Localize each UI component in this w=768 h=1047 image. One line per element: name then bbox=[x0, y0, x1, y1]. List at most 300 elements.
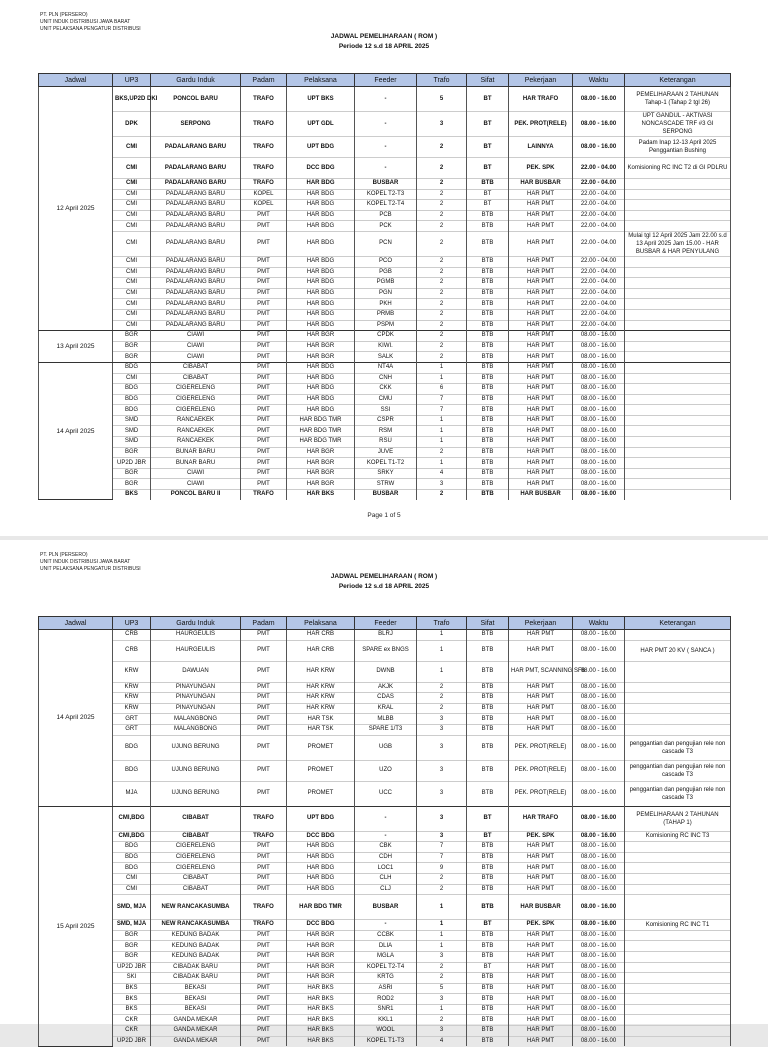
cell-keterangan bbox=[625, 842, 731, 853]
column-header: Jadwal bbox=[39, 74, 113, 87]
cell-sifat: BTB bbox=[467, 693, 509, 704]
table-row bbox=[39, 920, 731, 931]
cell-keterangan bbox=[625, 468, 731, 479]
cell-up3: CMI bbox=[113, 221, 151, 232]
cell-padam: PMT bbox=[241, 221, 287, 232]
cell-feeder: KOPEL T2-T4 bbox=[355, 200, 417, 211]
cell-padam: TRAFO bbox=[241, 895, 287, 920]
cell-feeder: PRMB bbox=[355, 309, 417, 320]
cell-feeder: UCC bbox=[355, 781, 417, 806]
cell-keterangan: UPT GANDUL - AKTIVASI NONCASCADE TRF #3 GI SERPONG bbox=[625, 112, 731, 137]
cell-feeder: UZO bbox=[355, 760, 417, 781]
cell-pekerjaan: HAR PMT bbox=[509, 714, 573, 725]
cell-pelaksana: HAR BKS bbox=[287, 1015, 355, 1026]
cell-sifat: BTB bbox=[467, 640, 509, 661]
cell-up3: BDG bbox=[113, 384, 151, 395]
cell-keterangan bbox=[625, 189, 731, 200]
cell-feeder: PCO bbox=[355, 256, 417, 267]
table-row bbox=[39, 831, 731, 842]
cell-sifat: BTB bbox=[467, 895, 509, 920]
table-row bbox=[39, 426, 731, 437]
cell-trafo: 1 bbox=[417, 941, 467, 952]
cell-trafo: 1 bbox=[417, 415, 467, 426]
cell-sifat: BTB bbox=[467, 873, 509, 884]
cell-feeder: - bbox=[355, 158, 417, 179]
cell-keterangan: PEMELIHARAAN 2 TAHUNAN Tahap-1 (Tahap 2 tgl 26) bbox=[625, 87, 731, 112]
cell-up3: UP2D JBR bbox=[113, 962, 151, 973]
cell-waktu: 08.00 - 16.00 bbox=[573, 394, 625, 405]
cell-pekerjaan: HAR PMT bbox=[509, 447, 573, 458]
cell-trafo: 7 bbox=[417, 852, 467, 863]
cell-pekerjaan: HAR PMT bbox=[509, 341, 573, 352]
cell-feeder: KOPEL T2-T3 bbox=[355, 189, 417, 200]
cell-sifat: BT bbox=[467, 920, 509, 931]
table-row bbox=[39, 373, 731, 384]
cell-pelaksana: HAR BGR bbox=[287, 447, 355, 458]
cell-trafo: 7 bbox=[417, 394, 467, 405]
cell-up3: CMI bbox=[113, 288, 151, 299]
cell-padam: TRAFO bbox=[241, 158, 287, 179]
cell-waktu: 08.00 - 16.00 bbox=[573, 724, 625, 735]
cell-feeder: SRKY bbox=[355, 468, 417, 479]
document-page-2 bbox=[0, 540, 768, 1044]
cell-feeder: - bbox=[355, 920, 417, 931]
cell-pekerjaan: HAR PMT bbox=[509, 468, 573, 479]
cell-sifat: BTB bbox=[467, 630, 509, 641]
cell-up3: CMI bbox=[113, 231, 151, 256]
cell-gardu-induk: HAURGEULIS bbox=[151, 640, 241, 661]
cell-keterangan bbox=[625, 490, 731, 500]
cell-pelaksana: HAR BDG bbox=[287, 394, 355, 405]
cell-waktu: 08.00 - 16.00 bbox=[573, 831, 625, 842]
cell-keterangan bbox=[625, 221, 731, 232]
table-row bbox=[39, 873, 731, 884]
cell-sifat: BTB bbox=[467, 426, 509, 437]
cell-feeder: UGB bbox=[355, 735, 417, 760]
cell-pelaksana: UPT BDG bbox=[287, 806, 355, 831]
cell-gardu-induk: NEW RANCAKASUMBA bbox=[151, 920, 241, 931]
table-row bbox=[39, 693, 731, 704]
cell-gardu-induk: CIAWI bbox=[151, 468, 241, 479]
cell-trafo: 1 bbox=[417, 920, 467, 931]
cell-waktu: 08.00 - 16.00 bbox=[573, 1004, 625, 1015]
cell-pekerjaan: HAR PMT bbox=[509, 352, 573, 363]
cell-waktu: 08.00 - 16.00 bbox=[573, 1015, 625, 1026]
cell-pekerjaan: HAR BUSBAR bbox=[509, 490, 573, 500]
cell-trafo: 2 bbox=[417, 490, 467, 500]
cell-padam: PMT bbox=[241, 1015, 287, 1026]
cell-gardu-induk: BEKASI bbox=[151, 994, 241, 1005]
cell-padam: PMT bbox=[241, 640, 287, 661]
cell-padam: PMT bbox=[241, 468, 287, 479]
cell-padam: PMT bbox=[241, 1004, 287, 1015]
cell-gardu-induk: PADALARANG BARU bbox=[151, 288, 241, 299]
cell-keterangan bbox=[625, 458, 731, 469]
cell-pekerjaan: HAR PMT bbox=[509, 299, 573, 310]
cell-up3: CMI bbox=[113, 137, 151, 158]
cell-feeder: PCN bbox=[355, 231, 417, 256]
cell-gardu-induk: HAURGEULIS bbox=[151, 630, 241, 641]
cell-feeder: KOPEL T1-T2 bbox=[355, 458, 417, 469]
cell-feeder: - bbox=[355, 806, 417, 831]
cell-gardu-induk: RANCAEKEK bbox=[151, 437, 241, 448]
cell-padam: TRAFO bbox=[241, 137, 287, 158]
cell-padam: PMT bbox=[241, 437, 287, 448]
cell-trafo: 1 bbox=[417, 458, 467, 469]
table-row bbox=[39, 714, 731, 725]
cell-feeder: CPDK bbox=[355, 331, 417, 342]
cell-sifat: BTB bbox=[467, 267, 509, 278]
org-header bbox=[40, 12, 141, 33]
cell-gardu-induk: CIBABAT bbox=[151, 806, 241, 831]
table-row bbox=[39, 331, 731, 342]
cell-keterangan bbox=[625, 714, 731, 725]
cell-feeder: - bbox=[355, 831, 417, 842]
cell-sifat: BTB bbox=[467, 863, 509, 874]
cell-up3: CKR bbox=[113, 1026, 151, 1037]
cell-up3: BKS bbox=[113, 994, 151, 1005]
cell-keterangan bbox=[625, 873, 731, 884]
cell-trafo: 2 bbox=[417, 873, 467, 884]
cell-sifat: BTB bbox=[467, 703, 509, 714]
cell-trafo: 2 bbox=[417, 320, 467, 331]
cell-waktu: 08.00 - 16.00 bbox=[573, 806, 625, 831]
cell-padam: PMT bbox=[241, 341, 287, 352]
cell-trafo: 1 bbox=[417, 373, 467, 384]
cell-keterangan bbox=[625, 309, 731, 320]
cell-trafo: 3 bbox=[417, 112, 467, 137]
cell-pelaksana: HAR BDG bbox=[287, 873, 355, 884]
cell-sifat: BTB bbox=[467, 352, 509, 363]
cell-keterangan bbox=[625, 384, 731, 395]
cell-feeder: DWNB bbox=[355, 661, 417, 682]
cell-pekerjaan: HAR PMT bbox=[509, 221, 573, 232]
cell-waktu: 08.00 - 16.00 bbox=[573, 362, 625, 373]
cell-trafo: 5 bbox=[417, 87, 467, 112]
cell-waktu: 22.00 - 04.00 bbox=[573, 288, 625, 299]
cell-feeder: CDH bbox=[355, 852, 417, 863]
cell-up3: BDG bbox=[113, 405, 151, 416]
cell-gardu-induk: CIGERELENG bbox=[151, 384, 241, 395]
cell-gardu-induk: KEDUNG BADAK bbox=[151, 930, 241, 941]
cell-waktu: 22.00 - 04.00 bbox=[573, 299, 625, 310]
cell-trafo: 2 bbox=[417, 341, 467, 352]
cell-pekerjaan: HAR PMT bbox=[509, 951, 573, 962]
table-row bbox=[39, 179, 731, 190]
cell-keterangan: penggantian dan pengujian rele non cascade T3 bbox=[625, 735, 731, 760]
cell-trafo: 2 bbox=[417, 884, 467, 895]
cell-keterangan: penggantian dan pengujian rele non cascade T3 bbox=[625, 781, 731, 806]
org-line: UNIT PELAKSANA PENGATUR DISTRIBUSI bbox=[40, 26, 141, 32]
cell-trafo: 7 bbox=[417, 405, 467, 416]
cell-trafo: 3 bbox=[417, 724, 467, 735]
cell-pelaksana: HAR BGR bbox=[287, 331, 355, 342]
cell-keterangan bbox=[625, 405, 731, 416]
cell-feeder: PKH bbox=[355, 299, 417, 310]
cell-gardu-induk: CIAWI bbox=[151, 479, 241, 490]
table-body bbox=[39, 630, 731, 1047]
cell-padam: TRAFO bbox=[241, 179, 287, 190]
table-row bbox=[39, 299, 731, 310]
cell-feeder: SALK bbox=[355, 352, 417, 363]
table-row bbox=[39, 951, 731, 962]
cell-trafo: 2 bbox=[417, 221, 467, 232]
cell-waktu: 08.00 - 16.00 bbox=[573, 941, 625, 952]
cell-sifat: BTB bbox=[467, 437, 509, 448]
cell-padam: PMT bbox=[241, 415, 287, 426]
cell-pelaksana: HAR KRW bbox=[287, 661, 355, 682]
cell-trafo: 3 bbox=[417, 994, 467, 1005]
cell-pelaksana: HAR BDG bbox=[287, 863, 355, 874]
cell-waktu: 08.00 - 16.00 bbox=[573, 852, 625, 863]
cell-trafo: 2 bbox=[417, 962, 467, 973]
cell-pelaksana: HAR BDG bbox=[287, 373, 355, 384]
cell-waktu: 08.00 - 16.00 bbox=[573, 1036, 625, 1046]
cell-waktu: 08.00 - 16.00 bbox=[573, 447, 625, 458]
cell-pekerjaan: HAR PMT bbox=[509, 320, 573, 331]
cell-padam: PMT bbox=[241, 994, 287, 1005]
cell-trafo: 2 bbox=[417, 288, 467, 299]
cell-trafo: 2 bbox=[417, 352, 467, 363]
cell-pekerjaan: HAR PMT bbox=[509, 278, 573, 289]
cell-pekerjaan: HAR PMT bbox=[509, 640, 573, 661]
table-row bbox=[39, 137, 731, 158]
cell-pekerjaan: PEK. PROT(RELE) bbox=[509, 760, 573, 781]
cell-pelaksana: HAR KRW bbox=[287, 682, 355, 693]
cell-gardu-induk: NEW RANCAKASUMBA bbox=[151, 895, 241, 920]
cell-gardu-induk: KEDUNG BADAK bbox=[151, 951, 241, 962]
cell-up3: BDG bbox=[113, 842, 151, 853]
cell-feeder: BUSBAR bbox=[355, 179, 417, 190]
cell-pekerjaan: HAR PMT bbox=[509, 309, 573, 320]
cell-waktu: 08.00 - 16.00 bbox=[573, 682, 625, 693]
cell-up3: CMI bbox=[113, 278, 151, 289]
cell-up3: BGR bbox=[113, 331, 151, 342]
cell-pelaksana: HAR BDG bbox=[287, 267, 355, 278]
cell-gardu-induk: PINAYUNGAN bbox=[151, 682, 241, 693]
cell-pelaksana: HAR BGR bbox=[287, 941, 355, 952]
cell-waktu: 08.00 - 16.00 bbox=[573, 895, 625, 920]
cell-feeder: PSPM bbox=[355, 320, 417, 331]
cell-padam: PMT bbox=[241, 309, 287, 320]
cell-waktu: 08.00 - 16.00 bbox=[573, 760, 625, 781]
cell-up3: CMI bbox=[113, 179, 151, 190]
cell-keterangan bbox=[625, 661, 731, 682]
table-row bbox=[39, 1036, 731, 1046]
cell-up3: BKS bbox=[113, 490, 151, 500]
cell-pelaksana: UPT BDG bbox=[287, 137, 355, 158]
cell-gardu-induk: PONCOL BARU II bbox=[151, 490, 241, 500]
cell-waktu: 08.00 - 16.00 bbox=[573, 437, 625, 448]
cell-pekerjaan: HAR BUSBAR bbox=[509, 895, 573, 920]
cell-up3: BGR bbox=[113, 951, 151, 962]
cell-pelaksana: HAR CRB bbox=[287, 640, 355, 661]
cell-sifat: BTB bbox=[467, 941, 509, 952]
table-row bbox=[39, 87, 731, 112]
cell-padam: PMT bbox=[241, 863, 287, 874]
cell-sifat: BT bbox=[467, 158, 509, 179]
cell-waktu: 08.00 - 16.00 bbox=[573, 640, 625, 661]
cell-sifat: BTB bbox=[467, 405, 509, 416]
cell-up3: BDG bbox=[113, 852, 151, 863]
cell-trafo: 2 bbox=[417, 210, 467, 221]
cell-sifat: BTB bbox=[467, 458, 509, 469]
cell-sifat: BTB bbox=[467, 221, 509, 232]
cell-up3: DPK bbox=[113, 112, 151, 137]
cell-waktu: 08.00 - 16.00 bbox=[573, 661, 625, 682]
org-line: UNIT INDUK DISTRIBUSI JAWA BARAT bbox=[40, 19, 131, 25]
cell-padam: PMT bbox=[241, 210, 287, 221]
column-header: Waktu bbox=[573, 617, 625, 630]
column-header: Feeder bbox=[355, 617, 417, 630]
cell-feeder: CBK bbox=[355, 842, 417, 853]
cell-gardu-induk: PADALARANG BARU bbox=[151, 189, 241, 200]
cell-gardu-induk: PADALARANG BARU bbox=[151, 299, 241, 310]
cell-pelaksana: HAR BGR bbox=[287, 468, 355, 479]
cell-pelaksana: HAR BDG bbox=[287, 362, 355, 373]
cell-keterangan bbox=[625, 341, 731, 352]
org-header bbox=[40, 552, 141, 573]
cell-pelaksana: HAR BGR bbox=[287, 341, 355, 352]
cell-pekerjaan: HAR PMT bbox=[509, 973, 573, 984]
cell-pelaksana: UPT GDL bbox=[287, 112, 355, 137]
cell-trafo: 3 bbox=[417, 714, 467, 725]
cell-sifat: BTB bbox=[467, 1026, 509, 1037]
table-body bbox=[39, 87, 731, 500]
cell-feeder: CLH bbox=[355, 873, 417, 884]
cell-trafo: 2 bbox=[417, 231, 467, 256]
cell-gardu-induk: MALANGBONG bbox=[151, 724, 241, 735]
cell-sifat: BTB bbox=[467, 384, 509, 395]
column-header: Padam bbox=[241, 617, 287, 630]
cell-pekerjaan: HAR PMT bbox=[509, 405, 573, 416]
cell-up3: CMI bbox=[113, 189, 151, 200]
cell-up3: CMI bbox=[113, 873, 151, 884]
cell-up3: SKI bbox=[113, 973, 151, 984]
cell-trafo: 5 bbox=[417, 983, 467, 994]
cell-waktu: 08.00 - 16.00 bbox=[573, 735, 625, 760]
cell-trafo: 2 bbox=[417, 189, 467, 200]
cell-sifat: BTB bbox=[467, 278, 509, 289]
cell-trafo: 3 bbox=[417, 806, 467, 831]
cell-gardu-induk: CIAWI bbox=[151, 352, 241, 363]
cell-pekerjaan: HAR PMT bbox=[509, 458, 573, 469]
cell-waktu: 08.00 - 16.00 bbox=[573, 479, 625, 490]
cell-gardu-induk: PADALARANG BARU bbox=[151, 179, 241, 190]
cell-waktu: 22.00 - 04.00 bbox=[573, 267, 625, 278]
cell-pelaksana: HAR CRB bbox=[287, 630, 355, 641]
cell-trafo: 3 bbox=[417, 781, 467, 806]
cell-gardu-induk: BEKASI bbox=[151, 983, 241, 994]
cell-pekerjaan: HAR PMT, SCANNING SF6 bbox=[509, 661, 573, 682]
table-row bbox=[39, 895, 731, 920]
column-header: Gardu Induk bbox=[151, 74, 241, 87]
cell-keterangan bbox=[625, 884, 731, 895]
table-row bbox=[39, 309, 731, 320]
table-row bbox=[39, 983, 731, 994]
cell-pelaksana: PROMET bbox=[287, 781, 355, 806]
cell-feeder: BLRJ bbox=[355, 630, 417, 641]
table-row bbox=[39, 724, 731, 735]
table-row bbox=[39, 781, 731, 806]
cell-feeder: SPARE 1/T3 bbox=[355, 724, 417, 735]
cell-pelaksana: HAR BKS bbox=[287, 1036, 355, 1046]
table-row bbox=[39, 842, 731, 853]
cell-waktu: 08.00 - 16.00 bbox=[573, 863, 625, 874]
cell-pekerjaan: PEK. SPK bbox=[509, 158, 573, 179]
cell-up3: BGR bbox=[113, 468, 151, 479]
cell-gardu-induk: CIGERELENG bbox=[151, 863, 241, 874]
cell-pelaksana: HAR BDG bbox=[287, 231, 355, 256]
cell-feeder: RSU bbox=[355, 437, 417, 448]
cell-gardu-induk: PINAYUNGAN bbox=[151, 693, 241, 704]
cell-pelaksana: HAR BDG bbox=[287, 884, 355, 895]
cell-padam: PMT bbox=[241, 331, 287, 342]
schedule-date: 13 April 2025 bbox=[39, 331, 113, 363]
cell-sifat: BTB bbox=[467, 994, 509, 1005]
cell-keterangan bbox=[625, 863, 731, 874]
cell-up3: KRW bbox=[113, 661, 151, 682]
cell-waktu: 08.00 - 16.00 bbox=[573, 693, 625, 704]
cell-waktu: 08.00 - 16.00 bbox=[573, 842, 625, 853]
table-row bbox=[39, 852, 731, 863]
cell-up3: BDG bbox=[113, 863, 151, 874]
cell-trafo: 1 bbox=[417, 630, 467, 641]
cell-pelaksana: HAR BDG TMR bbox=[287, 415, 355, 426]
cell-pekerjaan: HAR PMT bbox=[509, 200, 573, 211]
cell-pelaksana: HAR TSK bbox=[287, 724, 355, 735]
cell-feeder: CNH bbox=[355, 373, 417, 384]
cell-gardu-induk: CIBABAT bbox=[151, 362, 241, 373]
cell-waktu: 08.00 - 16.00 bbox=[573, 994, 625, 1005]
cell-trafo: 2 bbox=[417, 309, 467, 320]
cell-waktu: 08.00 - 16.00 bbox=[573, 983, 625, 994]
cell-keterangan: Komisioning RC INC T3 bbox=[625, 831, 731, 842]
cell-pekerjaan: HAR PMT bbox=[509, 437, 573, 448]
cell-up3: SMD bbox=[113, 415, 151, 426]
cell-keterangan bbox=[625, 331, 731, 342]
table-row bbox=[39, 994, 731, 1005]
cell-sifat: BTB bbox=[467, 394, 509, 405]
cell-up3: BGR bbox=[113, 479, 151, 490]
cell-keterangan bbox=[625, 362, 731, 373]
column-header: Jadwal bbox=[39, 617, 113, 630]
cell-trafo: 1 bbox=[417, 426, 467, 437]
column-header: Keterangan bbox=[625, 617, 731, 630]
cell-sifat: BTB bbox=[467, 661, 509, 682]
cell-keterangan: Komisioning RC INC T2 di GI PDLRU bbox=[625, 158, 731, 179]
cell-padam: PMT bbox=[241, 941, 287, 952]
cell-gardu-induk: CIGERELENG bbox=[151, 852, 241, 863]
cell-keterangan bbox=[625, 630, 731, 641]
cell-up3: CMI bbox=[113, 320, 151, 331]
cell-padam: PMT bbox=[241, 951, 287, 962]
cell-pelaksana: HAR BGR bbox=[287, 930, 355, 941]
cell-up3: SMD, MJA bbox=[113, 920, 151, 931]
cell-feeder: SSI bbox=[355, 405, 417, 416]
cell-gardu-induk: PADALARANG BARU bbox=[151, 231, 241, 256]
cell-pekerjaan: HAR PMT bbox=[509, 384, 573, 395]
cell-feeder: SPARE ex BNGS bbox=[355, 640, 417, 661]
cell-waktu: 22.00 - 04.00 bbox=[573, 189, 625, 200]
cell-up3: BDG bbox=[113, 394, 151, 405]
document-title: JADWAL PEMELIHARAAN ( ROM ) bbox=[330, 33, 438, 40]
cell-trafo: 2 bbox=[417, 137, 467, 158]
table-row bbox=[39, 112, 731, 137]
cell-padam: TRAFO bbox=[241, 87, 287, 112]
cell-up3: CMI bbox=[113, 373, 151, 384]
cell-pekerjaan: HAR PMT bbox=[509, 703, 573, 714]
